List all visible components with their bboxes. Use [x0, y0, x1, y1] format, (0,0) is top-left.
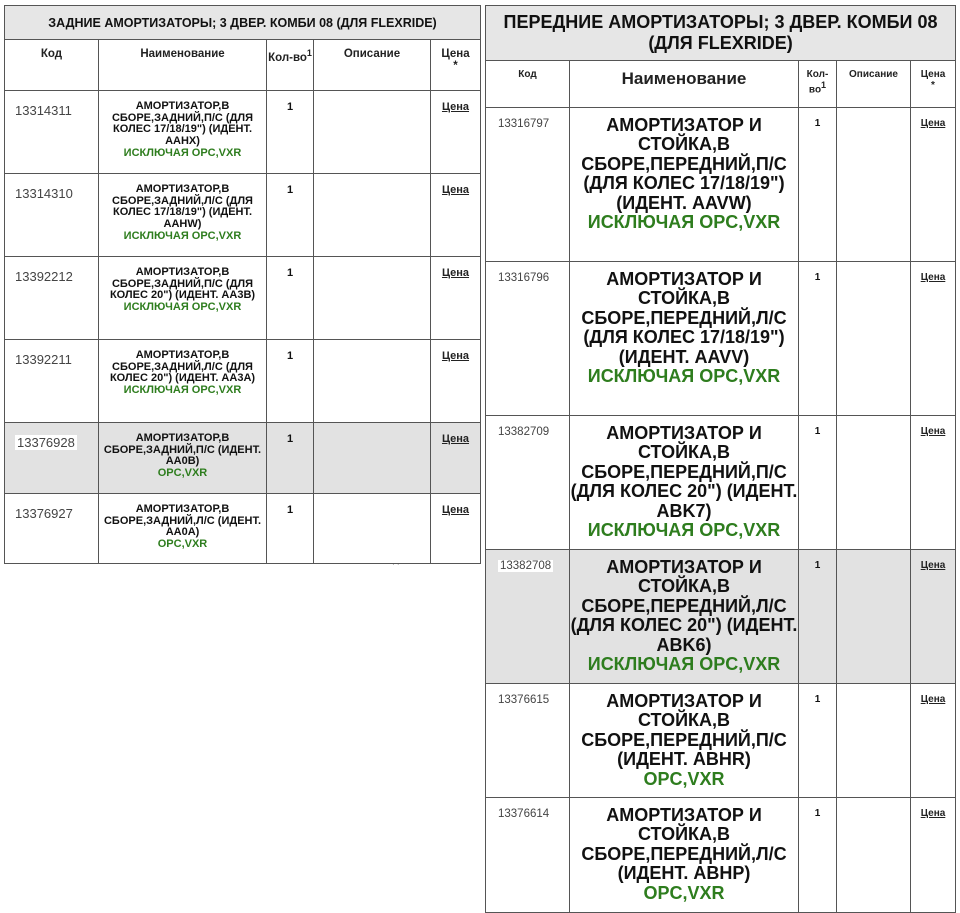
- part-name: [99, 423, 267, 494]
- price-cell: [431, 340, 481, 423]
- applicability-note: OPC,VXR: [643, 768, 725, 789]
- price-cell: [911, 262, 956, 416]
- front-shocks-table: [485, 5, 956, 913]
- qty-label: Кол-во: [806, 69, 829, 96]
- price-link[interactable]: Цена: [441, 350, 470, 362]
- table-row: [486, 108, 956, 262]
- part-desc: [314, 174, 431, 257]
- scan-artifact: · ·: [392, 560, 400, 569]
- applicability-note: ИСКЛЮЧАЯ OPC,VXR: [123, 229, 242, 242]
- table-title: ЗАДНИЕ АМОРТИЗАТОРЫ; 3 ДВЕР. КОМБИ 08 (ДЛЯ FLEXRIDE): [5, 6, 481, 40]
- part-code: 13376615: [486, 684, 570, 798]
- col-header-desc: Описание: [837, 61, 911, 108]
- table-row: [486, 684, 956, 798]
- qty-footnote: 1: [306, 48, 312, 58]
- applicability-note: ИСКЛЮЧАЯ OPC,VXR: [587, 212, 781, 233]
- part-code: 13316797: [486, 108, 570, 262]
- price-link[interactable]: Цена: [441, 504, 470, 516]
- price-link[interactable]: Цена: [920, 808, 946, 819]
- part-code: 13382708: [500, 560, 552, 572]
- applicability-note: OPC,VXR: [157, 466, 208, 479]
- part-qty: 1: [267, 423, 314, 494]
- part-desc: [837, 416, 911, 550]
- part-name-text: АМОРТИЗАТОР И СТОЙКА,В СБОРЕ,ПЕРЕДНИЙ,П/С (ДЛЯ КОЛЕС 17/18/19") (ИДЕНТ. AAVW): [581, 115, 787, 213]
- table-row: [5, 340, 481, 423]
- price-label: Цена: [920, 69, 946, 80]
- price-cell: [431, 174, 481, 257]
- part-qty: 1: [799, 684, 837, 798]
- price-link[interactable]: Цена: [441, 184, 470, 196]
- part-name-text: АМОРТИЗАТОР,В СБОРЕ,ЗАДНИЙ,Л/С (ДЛЯ КОЛЕС 20") (ИДЕНТ. AA3A): [109, 349, 256, 385]
- part-name-text: АМОРТИЗАТОР,В СБОРЕ,ЗАДНИЙ,Л/С (ИДЕНТ. AA0A): [103, 503, 262, 539]
- part-qty: 1: [267, 91, 314, 174]
- part-name: [99, 174, 267, 257]
- col-header-price: [911, 61, 956, 108]
- part-qty: 1: [799, 550, 837, 684]
- price-link[interactable]: Цена: [920, 694, 946, 705]
- part-code: 13392211: [5, 340, 99, 423]
- price-link[interactable]: Цена: [920, 118, 946, 129]
- col-header-name: Наименование: [99, 40, 267, 91]
- price-link[interactable]: Цена: [441, 101, 470, 113]
- part-name-text: АМОРТИЗАТОР,В СБОРЕ,ЗАДНИЙ,П/С (ДЛЯ КОЛЕС 20") (ИДЕНТ. AA3B): [109, 266, 256, 302]
- table-row: [486, 798, 956, 913]
- part-qty: 1: [799, 262, 837, 416]
- part-name: [570, 108, 799, 262]
- part-desc: [837, 108, 911, 262]
- part-name: [99, 91, 267, 174]
- part-name: [570, 416, 799, 550]
- part-name: [99, 494, 267, 564]
- table-row: [5, 174, 481, 257]
- price-cell: [431, 91, 481, 174]
- part-name-text: АМОРТИЗАТОР И СТОЙКА,В СБОРЕ,ПЕРЕДНИЙ,Л/С (ДЛЯ КОЛЕС 20") (ИДЕНТ. ABK6): [570, 557, 798, 655]
- table-row: [5, 494, 481, 564]
- table-title: ПЕРЕДНИЕ АМОРТИЗАТОРЫ; 3 ДВЕР. КОМБИ 08 (ДЛЯ FLEXRIDE): [486, 6, 956, 61]
- part-name-text: АМОРТИЗАТОР И СТОЙКА,В СБОРЕ,ПЕРЕДНИЙ,Л/С (ИДЕНТ. ABHP): [581, 805, 787, 884]
- price-link[interactable]: Цена: [441, 267, 470, 279]
- price-label: Цена: [441, 48, 470, 60]
- col-header-price: [431, 40, 481, 91]
- part-name: [99, 340, 267, 423]
- applicability-note: ИСКЛЮЧАЯ OPC,VXR: [587, 520, 781, 541]
- part-desc: [314, 257, 431, 340]
- qty-footnote: 1: [821, 80, 827, 90]
- rear-shocks-table: [4, 5, 481, 564]
- table-row: [5, 257, 481, 340]
- price-cell: [431, 494, 481, 564]
- part-desc: [314, 494, 431, 564]
- part-qty: 1: [799, 108, 837, 262]
- applicability-note: ИСКЛЮЧАЯ OPC,VXR: [587, 366, 781, 387]
- col-header-qty: [267, 40, 314, 91]
- price-cell: [431, 257, 481, 340]
- part-code-cell: [486, 550, 570, 684]
- col-header-code: Код: [5, 40, 99, 91]
- part-name-text: АМОРТИЗАТОР,В СБОРЕ,ЗАДНИЙ,П/С (ДЛЯ КОЛЕС 17/18/19") (ИДЕНТ. AAHX): [111, 100, 254, 147]
- applicability-note: ИСКЛЮЧАЯ OPC,VXR: [587, 654, 781, 675]
- price-cell: [911, 550, 956, 684]
- applicability-note: OPC,VXR: [157, 537, 208, 550]
- applicability-note: ИСКЛЮЧАЯ OPC,VXR: [123, 383, 242, 396]
- price-cell: [431, 423, 481, 494]
- part-code: 13376614: [486, 798, 570, 913]
- part-desc: [837, 550, 911, 684]
- part-name: [570, 262, 799, 416]
- price-link[interactable]: Цена: [920, 560, 946, 571]
- part-code: 13314310: [5, 174, 99, 257]
- part-qty: 1: [267, 494, 314, 564]
- part-code: 13314311: [5, 91, 99, 174]
- part-name: [570, 550, 799, 684]
- price-cell: [911, 684, 956, 798]
- part-desc: [837, 798, 911, 913]
- part-name-text: АМОРТИЗАТОР И СТОЙКА,В СБОРЕ,ПЕРЕДНИЙ,Л/С (ДЛЯ КОЛЕС 17/18/19") (ИДЕНТ. AAVV): [581, 269, 787, 367]
- part-qty: 1: [267, 340, 314, 423]
- applicability-note: ИСКЛЮЧАЯ OPC,VXR: [123, 146, 242, 159]
- part-code: 13382709: [486, 416, 570, 550]
- part-name-text: АМОРТИЗАТОР,В СБОРЕ,ЗАДНИЙ,Л/С (ДЛЯ КОЛЕС 17/18/19") (ИДЕНТ. AAHW): [112, 183, 253, 230]
- part-code: 13376927: [5, 494, 99, 564]
- part-code: 13316796: [486, 262, 570, 416]
- qty-label: Кол-во: [268, 51, 307, 64]
- part-code-cell: [5, 423, 99, 494]
- part-name: [570, 684, 799, 798]
- part-name: [99, 257, 267, 340]
- part-code: 13376928: [17, 435, 75, 450]
- part-code: 13392212: [5, 257, 99, 340]
- part-desc: [837, 262, 911, 416]
- col-header-code: Код: [486, 61, 570, 108]
- table-row: [486, 262, 956, 416]
- part-qty: 1: [799, 798, 837, 913]
- col-header-desc: Описание: [314, 40, 431, 91]
- price-footnote: *: [453, 60, 458, 72]
- part-desc: [314, 340, 431, 423]
- col-header-name: Наименование: [570, 61, 799, 108]
- part-qty: 1: [799, 416, 837, 550]
- table-row-highlighted: [486, 550, 956, 684]
- applicability-note: ИСКЛЮЧАЯ OPC,VXR: [123, 300, 242, 313]
- price-cell: [911, 108, 956, 262]
- price-footnote: *: [931, 80, 935, 91]
- part-qty: 1: [267, 174, 314, 257]
- price-link[interactable]: Цена: [441, 433, 470, 445]
- part-name: [570, 798, 799, 913]
- part-desc: [314, 91, 431, 174]
- part-qty: 1: [267, 257, 314, 340]
- price-cell: [911, 798, 956, 913]
- part-desc: [314, 423, 431, 494]
- table-row-highlighted: [5, 423, 481, 494]
- col-header-qty: [799, 61, 837, 108]
- price-cell: [911, 416, 956, 550]
- part-desc: [837, 684, 911, 798]
- price-link[interactable]: Цена: [920, 426, 946, 437]
- part-name-text: АМОРТИЗАТОР,В СБОРЕ,ЗАДНИЙ,П/С (ИДЕНТ. AA0B): [103, 432, 262, 468]
- part-name-text: АМОРТИЗАТОР И СТОЙКА,В СБОРЕ,ПЕРЕДНИЙ,П/С (ИДЕНТ. ABHR): [581, 691, 787, 770]
- part-name-text: АМОРТИЗАТОР И СТОЙКА,В СБОРЕ,ПЕРЕДНИЙ,П/С (ДЛЯ КОЛЕС 20") (ИДЕНТ. ABK7): [570, 423, 798, 521]
- price-link[interactable]: Цена: [920, 272, 946, 283]
- applicability-note: OPC,VXR: [643, 882, 725, 903]
- table-row: [5, 91, 481, 174]
- table-row: [486, 416, 956, 550]
